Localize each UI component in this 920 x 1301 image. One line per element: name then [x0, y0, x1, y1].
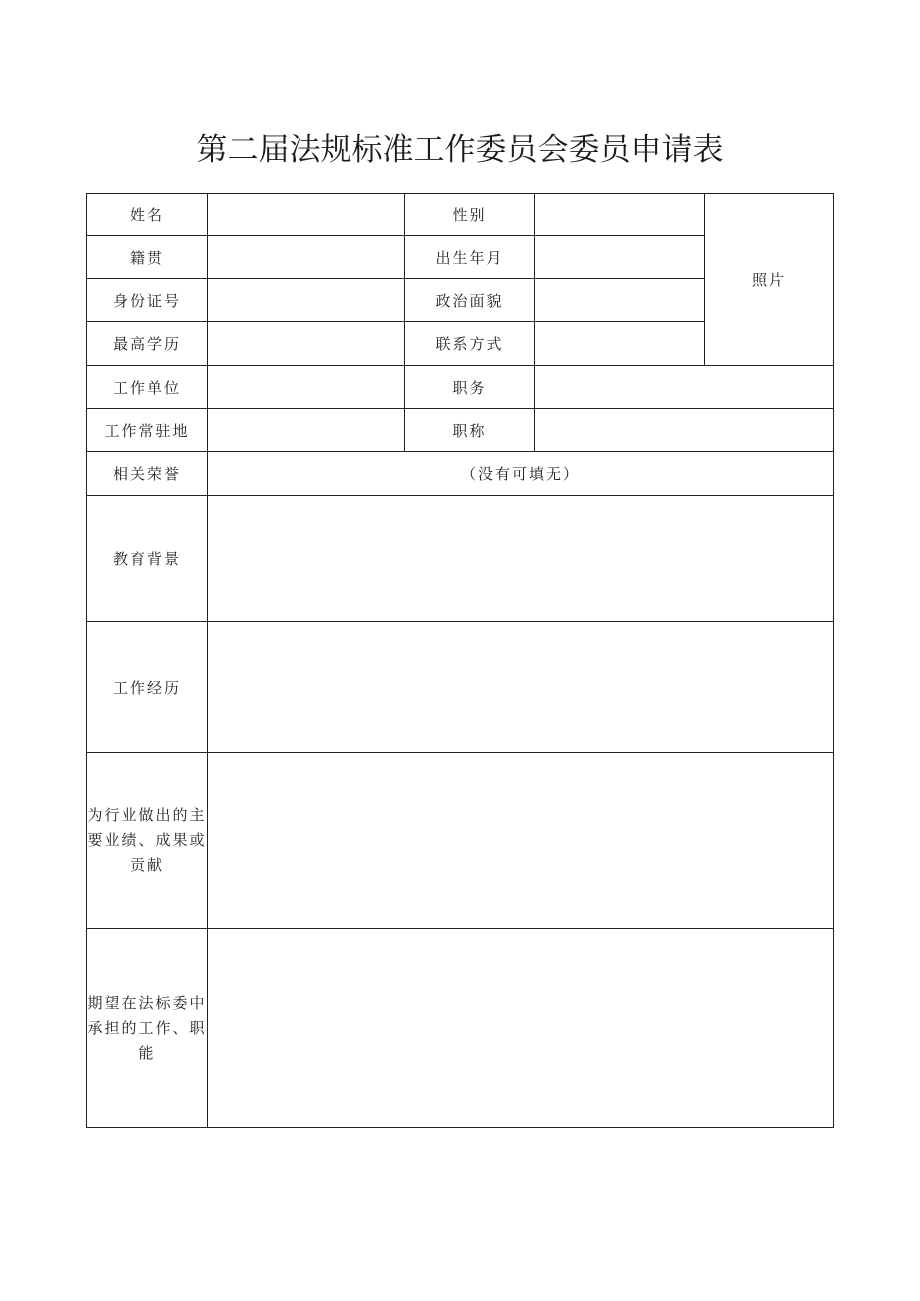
work-location-field[interactable]: [208, 409, 405, 452]
education-level-label: 最高学历: [87, 322, 208, 366]
application-form-table: [86, 193, 834, 1128]
position-label: 职务: [405, 366, 535, 409]
birth-field[interactable]: [535, 236, 705, 279]
position-field[interactable]: [535, 366, 834, 409]
work-location-label: 工作常驻地: [87, 409, 208, 452]
work-experience-field[interactable]: [208, 622, 834, 753]
expectations-field[interactable]: [208, 929, 834, 1128]
political-status-label: 政治面貌: [405, 279, 535, 322]
job-title-label: 职称: [405, 409, 535, 452]
employer-label: 工作单位: [87, 366, 208, 409]
expectations-label: 期望在法标委中承担的工作、职能: [87, 929, 208, 1128]
honors-label: 相关荣誉: [87, 452, 208, 496]
name-label: 姓名: [87, 194, 208, 236]
native-place-label: 籍贯: [87, 236, 208, 279]
employer-field[interactable]: [208, 366, 405, 409]
photo-box[interactable]: 照片: [705, 194, 834, 366]
name-field[interactable]: [208, 194, 405, 236]
education-background-label: 教育背景: [87, 496, 208, 622]
birth-label: 出生年月: [405, 236, 535, 279]
gender-label: 性别: [405, 194, 535, 236]
work-experience-label: 工作经历: [87, 622, 208, 753]
education-level-field[interactable]: [208, 322, 405, 366]
id-number-label: 身份证号: [87, 279, 208, 322]
education-background-field[interactable]: [208, 496, 834, 622]
contributions-field[interactable]: [208, 753, 834, 929]
id-number-field[interactable]: [208, 279, 405, 322]
honors-field[interactable]: （没有可填无）: [208, 452, 834, 496]
form-title: 第二届法规标准工作委员会委员申请表: [196, 132, 724, 168]
job-title-field[interactable]: [535, 409, 834, 452]
political-status-field[interactable]: [535, 279, 705, 322]
native-place-field[interactable]: [208, 236, 405, 279]
contact-label: 联系方式: [405, 322, 535, 366]
contact-field[interactable]: [535, 322, 705, 366]
contributions-label: 为行业做出的主要业绩、成果或贡献: [87, 753, 208, 929]
gender-field[interactable]: [535, 194, 705, 236]
